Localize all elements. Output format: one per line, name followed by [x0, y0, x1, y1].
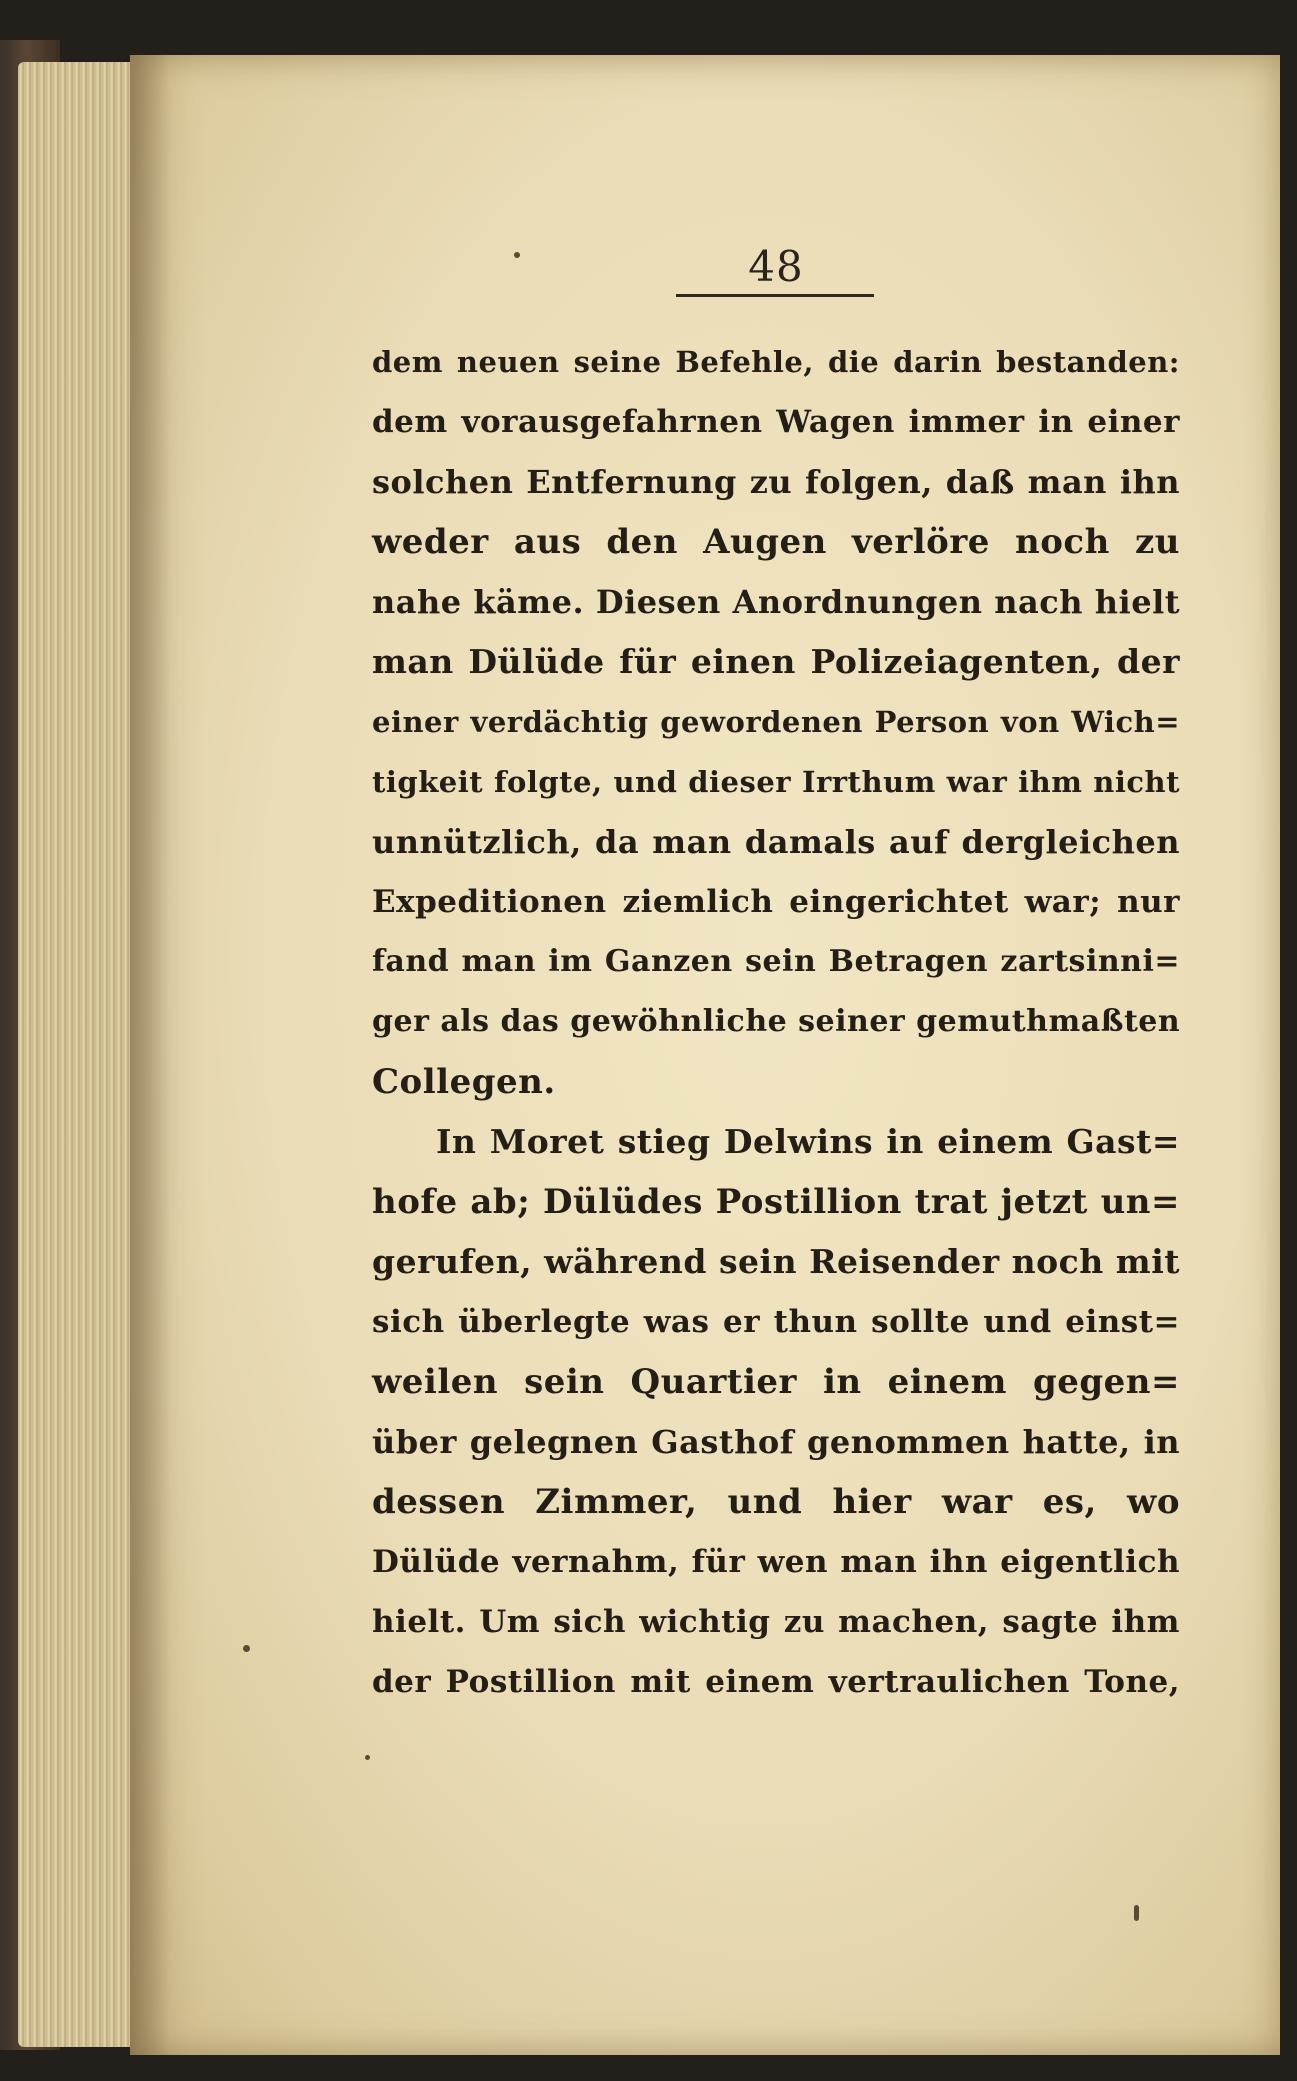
text-line: der Postillion mit einem vertraulichen Tone,: [372, 1664, 1180, 1700]
body-text: [372, 332, 1180, 1712]
text-line: hofe ab; Dülüdes Postillion trat jetzt un=: [372, 1182, 1180, 1222]
text-line: gerufen, während sein Reisender noch mit: [372, 1242, 1180, 1281]
text-line: einer verdächtig gewordenen Person von Wich=: [372, 705, 1180, 739]
gutter-shadow: [130, 55, 170, 2055]
paper-speck: [243, 1645, 250, 1652]
text-line: über gelegnen Gasthof genommen hatte, in: [372, 1423, 1180, 1461]
text-line: Dülüde vernahm, für wen man ihn eigentlich: [372, 1544, 1180, 1580]
paper-speck: [1134, 1905, 1139, 1921]
text-line: solchen Entfernung zu folgen, daß man ihn: [372, 463, 1180, 501]
text-line: weder aus den Augen verlöre noch zu: [372, 522, 1180, 562]
paper-speck: [514, 252, 520, 258]
text-line: Collegen.: [372, 1062, 556, 1102]
page-stack-edges: [18, 62, 148, 2047]
text-line: dessen Zimmer, und hier war es, wo: [372, 1482, 1180, 1522]
text-line: unnützlich, da man damals auf dergleichen: [372, 823, 1180, 861]
paragraph-start-line: In Moret stieg Delwins in einem Gast=: [436, 1122, 1180, 1161]
text-line: ger als das gewöhnliche seiner gemuthmaßten: [372, 1004, 1181, 1039]
text-line: dem neuen seine Befehle, die darin bestanden:: [372, 345, 1180, 379]
paper-speck: [365, 1755, 370, 1760]
text-line: weilen sein Quartier in einem gegen=: [372, 1362, 1180, 1402]
page-number: 48: [748, 242, 804, 291]
text-line: man Dülüde für einen Polizeiagenten, der: [372, 642, 1180, 681]
text-line: nahe käme. Diesen Anordnungen nach hielt: [372, 583, 1180, 621]
text-line: hielt. Um sich wichtig zu machen, sagte ihm: [372, 1604, 1180, 1640]
text-line: tigkeit folgte, und dieser Irrthum war ihm nicht: [372, 765, 1180, 799]
text-line: sich überlegte was er thun sollte und einst=: [372, 1304, 1180, 1340]
text-line: dem vorausgefahrnen Wagen immer in einer: [372, 404, 1180, 440]
header-rule: [676, 294, 874, 297]
text-line: Expeditionen ziemlich eingerichtet war; nur: [372, 884, 1180, 920]
text-line: fand man im Ganzen sein Betragen zartsinni=: [372, 944, 1180, 979]
